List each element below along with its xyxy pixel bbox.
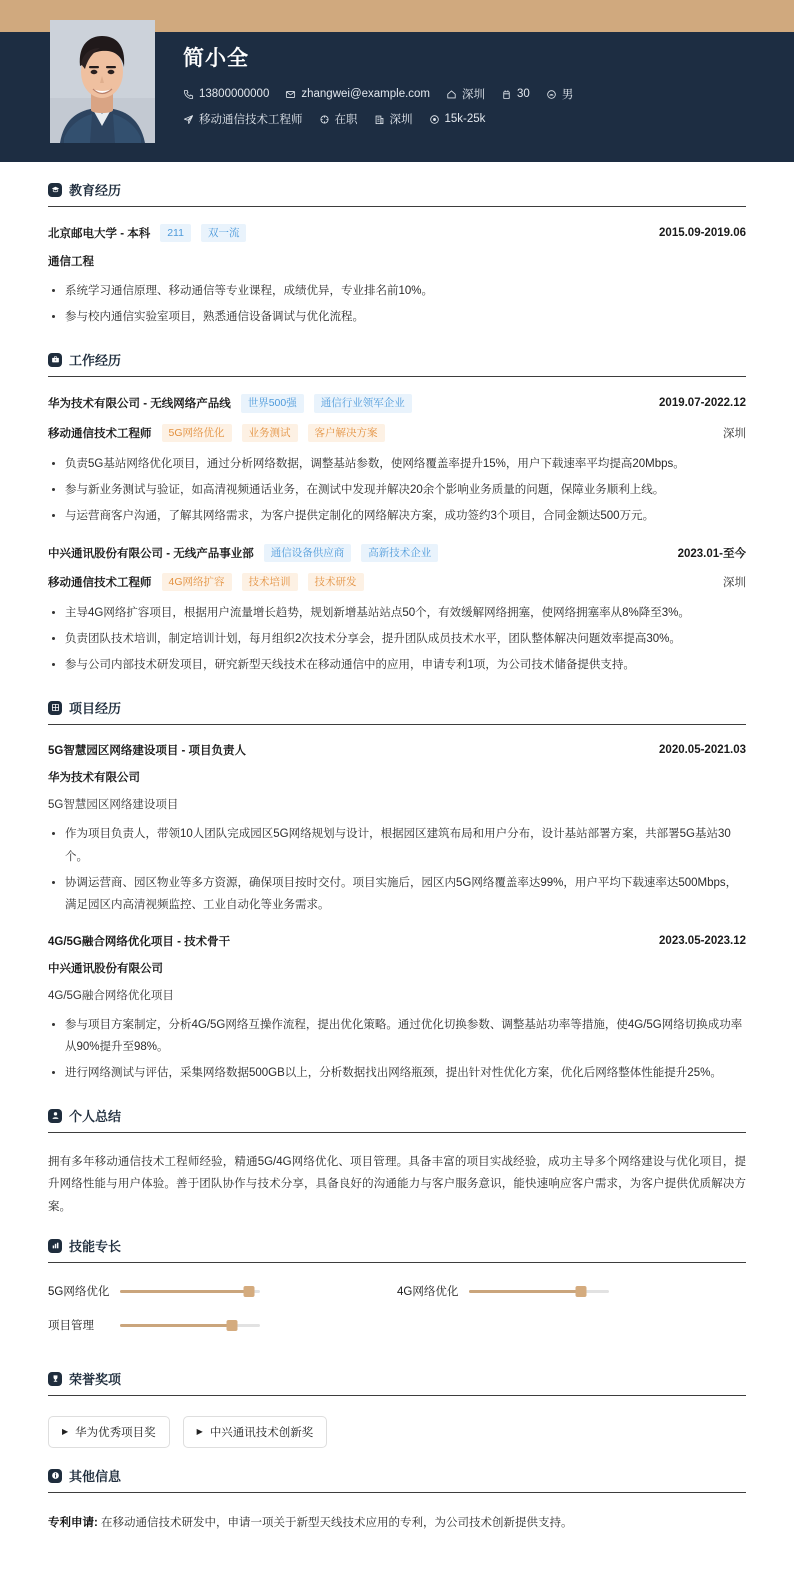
list-item: 参与项目方案制定，分析4G/5G网络互操作流程，提出优化策略。通过优化切换参数、调整基站功率等措施，使4G/5G网络切换成功率从90%提升至98%。 [48, 1014, 746, 1058]
section-divider [48, 376, 746, 377]
skill-row [397, 1283, 746, 1299]
person-icon [48, 1109, 62, 1123]
project-bullets [48, 1014, 746, 1084]
contact-gender-text: 男 [561, 89, 574, 101]
phone-icon [183, 89, 194, 100]
company-tag: 世界500强 [241, 394, 304, 412]
desired-city [374, 111, 413, 127]
list-item: 负责团队技术培训，制定培训计划，每月组织2次技术分享会，提升团队成员技术水平，团队整体解决问题效率提高30%。 [48, 628, 746, 650]
building-icon [374, 114, 385, 125]
contact-email [285, 88, 430, 100]
project-title: 5G智慧园区网络建设项目 - 项目负责人 [48, 745, 247, 758]
project-company: 中兴通讯股份有限公司 [48, 962, 163, 975]
section-divider [48, 1262, 746, 1263]
section-divider [48, 724, 746, 725]
salary-text: 15k-25k [444, 113, 486, 125]
work-entry [48, 381, 746, 527]
section-work-header [48, 332, 746, 376]
avatar-photo [50, 20, 155, 143]
header-info [183, 32, 783, 136]
list-item: 负责5G基站网络优化项目，通过分析网络数据，调整基站参数，使网络覆盖率提升15%，用户下载速率平均提高20Mbps。 [48, 453, 746, 475]
project-entry [48, 729, 746, 915]
paper-plane-icon [183, 114, 194, 125]
section-honors-header [48, 1351, 746, 1395]
section-divider [48, 1395, 746, 1396]
skill-tag: 5G网络优化 [162, 424, 232, 442]
skill-knob[interactable] [243, 1286, 254, 1297]
skill-label: 项目管理 [48, 1320, 94, 1333]
skill-slider[interactable] [469, 1290, 609, 1293]
section-projects [0, 680, 794, 1084]
education-icon [48, 183, 62, 197]
desired-city-text: 深圳 [389, 114, 413, 126]
list-item: 协调运营商、园区物业等多方资源，确保项目按时交付。项目实施后，园区内5G网络覆盖率达99%，用户平均下载速率达500Mbps，满足园区内高清视频监控、工业自动化等业务需求。 [48, 872, 746, 916]
work-bullets [48, 453, 746, 527]
age-icon [501, 89, 512, 100]
section-work-title: 工作经历 [69, 353, 122, 369]
other-info-line [48, 1497, 746, 1534]
list-item: 主导4G网络扩容项目，根据用户流量增长趋势，规划新增基站站点50个，有效缓解网络拥塞，使网络拥塞率从8%降至3%。 [48, 602, 746, 624]
company-tag: 高新技术企业 [361, 544, 438, 562]
section-work [0, 332, 794, 676]
education-entry-headline [48, 224, 746, 242]
company-name: 华为技术有限公司 - 无线网络产品线 [48, 398, 231, 411]
work-date: 2023.01-至今 [677, 547, 746, 560]
contact-age [501, 88, 530, 100]
list-item: 参与公司内部技术研发项目，研究新型天线技术在移动通信中的应用，申请专利1项，为公司技术储备提供支持。 [48, 654, 746, 676]
section-summary-title: 个人总结 [69, 1109, 122, 1125]
skill-tag: 4G网络扩容 [162, 573, 232, 591]
section-projects-title: 项目经历 [69, 701, 122, 717]
project-date: 2020.05-2021.03 [659, 744, 746, 757]
skill-fill [469, 1290, 581, 1293]
work-date: 2019.07-2022.12 [659, 397, 746, 410]
other-info-text: 在移动通信技术研发中，申请一项关于新型天线技术应用的专利，为公司技术创新提供支持。 [101, 1517, 573, 1530]
project-date: 2023.05-2023.12 [659, 934, 746, 947]
work-bullets [48, 602, 746, 676]
header-main-bar [0, 32, 794, 162]
other-info-label: 专利申请: [48, 1517, 98, 1530]
work-role-line [48, 424, 746, 442]
list-item: 作为项目负责人，带领10人团队完成园区5G网络规划与设计，根据园区建筑布局和用户分布，设计基站部署方案，共部署5G基站30个。 [48, 823, 746, 867]
honor-label: 中兴通讯技术创新奖 [209, 1427, 314, 1440]
skill-row [48, 1317, 397, 1333]
section-other [0, 1448, 794, 1534]
work-company-line [48, 544, 746, 562]
skill-knob[interactable] [576, 1286, 587, 1297]
company-tag: 通信设备供应商 [264, 544, 352, 562]
list-item: 系统学习通信原理、移动通信等专业课程，成绩优异，专业排名前10%。 [48, 280, 746, 302]
honor-label: 华为优秀项目奖 [75, 1427, 156, 1440]
desired-position-text: 移动通信技术工程师 [199, 114, 303, 126]
work-location: 深圳 [723, 577, 746, 590]
work-role-line [48, 573, 746, 591]
section-divider [48, 1132, 746, 1133]
play-triangle-icon: ▶ [62, 1427, 69, 1437]
project-title: 4G/5G融合网络优化项目 - 技术骨干 [48, 935, 231, 948]
info-icon [48, 1469, 62, 1483]
project-entry [48, 920, 746, 1084]
job-title: 移动通信技术工程师 [48, 427, 152, 440]
work-status [319, 111, 358, 127]
contact-phone-text: 13800000000 [199, 88, 270, 100]
contact-email-text: zhangwei@example.com [301, 88, 431, 100]
contact-row-primary [183, 86, 783, 102]
section-honors [0, 1351, 794, 1448]
company-name: 中兴通讯股份有限公司 - 无线产品事业部 [48, 547, 254, 560]
skills-grid [48, 1267, 746, 1351]
contact-phone [183, 88, 269, 100]
contact-gender [546, 86, 574, 102]
skill-tag: 技术培训 [242, 573, 298, 591]
work-company-line [48, 394, 746, 412]
work-status-text: 在职 [334, 114, 358, 126]
project-icon [48, 701, 62, 715]
salary-expectation [429, 113, 486, 125]
desired-position [183, 111, 303, 127]
education-date: 2015.09-2019.06 [659, 227, 746, 240]
section-honors-title: 荣誉奖项 [69, 1372, 122, 1388]
contact-city-text: 深圳 [462, 89, 486, 101]
education-major: 通信工程 [48, 256, 94, 269]
project-bullets [48, 823, 746, 915]
trophy-icon [48, 1372, 62, 1386]
honor-chip[interactable] [48, 1416, 170, 1448]
school-tag: 双一流 [201, 224, 247, 242]
work-location: 深圳 [723, 427, 746, 440]
section-summary-header [48, 1088, 746, 1132]
skill-tag: 技术研发 [308, 573, 364, 591]
project-headline [48, 933, 746, 949]
skill-slider[interactable] [120, 1324, 260, 1327]
avatar [50, 20, 155, 143]
work-entry [48, 531, 746, 677]
skill-row [48, 1283, 397, 1299]
honors-list [48, 1400, 746, 1448]
section-education-header [48, 162, 746, 206]
section-education-title: 教育经历 [69, 183, 122, 198]
skill-fill [120, 1290, 249, 1293]
contact-age-text: 30 [517, 88, 530, 100]
list-item: 参与校内通信实验室项目，熟悉通信设备调试与优化流程。 [48, 306, 746, 328]
honor-chip[interactable] [183, 1416, 328, 1448]
section-projects-header [48, 680, 746, 724]
section-other-title: 其他信息 [69, 1469, 122, 1485]
skill-knob[interactable] [227, 1320, 238, 1331]
education-entry [48, 211, 746, 328]
skill-fill [120, 1324, 232, 1327]
skill-label: 5G网络优化 [48, 1286, 110, 1299]
home-icon [446, 89, 457, 100]
person-name: 简小全 [183, 47, 249, 70]
education-bullets [48, 280, 746, 328]
job-title: 移动通信技术工程师 [48, 577, 152, 590]
play-triangle-icon: ▶ [196, 1427, 203, 1437]
summary-text: 拥有多年移动通信技术工程师经验，精通5G/4G网络优化、项目管理。具备丰富的项目实战经验，成功主导多个网络建设与优化项目，提升网络性能与用户体验。善于团队协作与技术分享，具备良好的沟通能力与客户服务意识，能快速响应客户需求，为客户提供优质解决方案。 [48, 1156, 746, 1213]
salary-icon [429, 114, 440, 125]
section-divider [48, 1492, 746, 1493]
gender-icon [546, 89, 557, 100]
section-skills [0, 1218, 794, 1351]
skill-slider[interactable] [120, 1290, 260, 1293]
project-company: 华为技术有限公司 [48, 772, 140, 785]
section-divider [48, 206, 746, 207]
contact-city [446, 86, 485, 102]
skill-tag: 业务测试 [242, 424, 298, 442]
email-icon [285, 89, 296, 100]
section-skills-header [48, 1218, 746, 1262]
list-item: 进行网络测试与评估，采集网络数据500GB以上，分析数据找出网络瓶颈，提出针对性优化方案，优化后网络整体性能提升25%。 [48, 1062, 746, 1084]
skill-label: 4G网络优化 [397, 1286, 459, 1299]
skills-icon [48, 1239, 62, 1253]
project-name: 5G智慧园区网络建设项目 [48, 799, 179, 812]
project-headline [48, 742, 746, 758]
company-tag: 通信行业领军企业 [314, 394, 412, 412]
section-skills-title: 技能专长 [69, 1239, 122, 1255]
school-tag: 211 [160, 224, 191, 242]
list-item: 参与新业务测试与验证，如高清视频通话业务，在测试中发现并解决20余个影响业务质量的问题，保障业务顺利上线。 [48, 479, 746, 501]
resume-header [0, 0, 794, 162]
contact-row-secondary [183, 111, 783, 127]
section-other-header [48, 1448, 746, 1492]
project-name: 4G/5G融合网络优化项目 [48, 989, 174, 1002]
work-icon [48, 353, 62, 367]
section-summary [0, 1088, 794, 1218]
skill-tag: 客户解决方案 [308, 424, 385, 442]
section-education [0, 162, 794, 328]
status-icon [319, 114, 330, 125]
school-name: 北京邮电大学 - 本科 [48, 228, 151, 241]
list-item: 与运营商客户沟通，了解其网络需求，为客户提供定制化的网络解决方案，成功签约3个项目，合同金额达500万元。 [48, 505, 746, 527]
